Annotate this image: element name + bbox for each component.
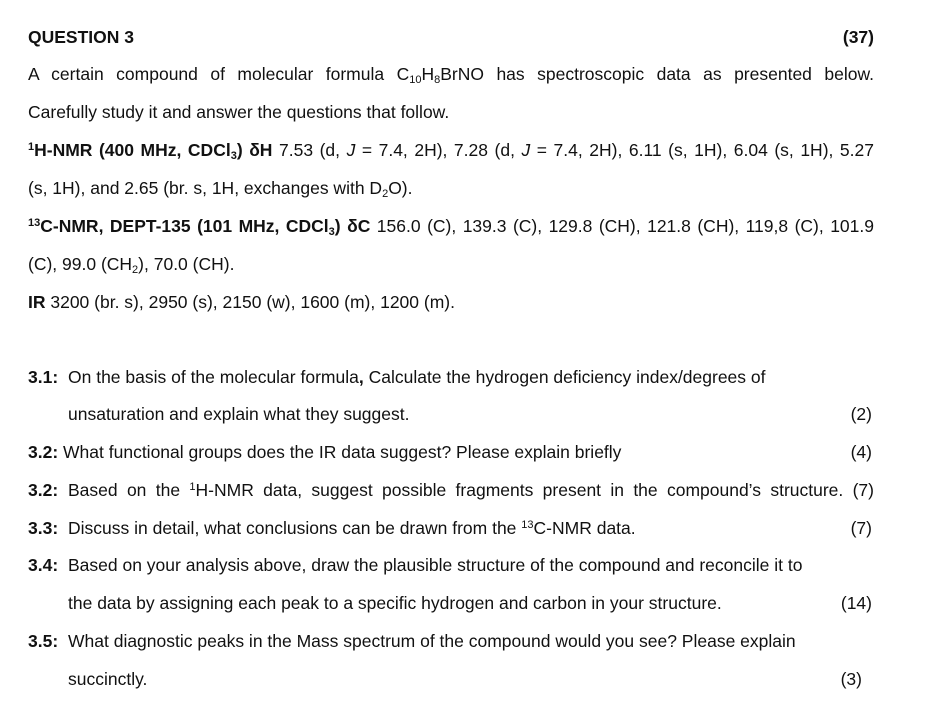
cnmr-label: $^{13}$C-NMR, DEPT-135 (101 MHz, CDCl$_3$) δC (28, 216, 371, 238)
ir-line (28, 291, 455, 313)
intro-line-2: Carefully study it and answer the questions that follow. (28, 102, 450, 122)
question-number: 3.5: (28, 631, 59, 651)
question-number: 3.3: (28, 518, 59, 538)
hnmr-line-1: $^1$H-NMR (400 MHz, CDCl$_3$) δH 7.53 (d, J = 7.4, 2H), 7.28 (d, J = 7.4, 2H), 6.11 (s, 1H), 6.04 (s, 1H), 5.27 (28, 140, 874, 162)
question-3-2-hnmr: 3.2: Based on the $^1$H-NMR data, suggest possible fragments present in the compound’s structure. (7) (28, 480, 874, 500)
question-3-2-ir-marks: (4) (850, 442, 872, 462)
question-3-1-line-1: 3.1: On the basis of the molecular formula, Calculate the hydrogen deficiency index/degrees of (28, 367, 766, 387)
question-number: 3.2: (28, 480, 59, 500)
intro-text-1: A certain compound of molecular formula C (28, 64, 410, 84)
question-3-5-marks: (3) (840, 669, 862, 689)
question-3-1-marks: (2) (850, 404, 872, 424)
question-number: 3.2: (28, 442, 59, 462)
cnmr-line-1: $^{13}$C-NMR, DEPT-135 (101 MHz, CDCl$_3$) δC 156.0 (C), 139.3 (C), 129.8 (CH), 121.8 (CH), 119,8 (C), 101.9 (28, 216, 874, 238)
intro-text-3: BrNO has spectroscopic data as presented below. (440, 64, 874, 84)
question-3-4-line-2: the data by assigning each peak to a specific hydrogen and carbon in your structure. (68, 593, 722, 613)
question-3-3-marks: (7) (850, 518, 872, 538)
question-3-5-line-2: succinctly. (68, 669, 148, 689)
intro-line-1 (28, 63, 874, 85)
intro-text-2: H (421, 64, 435, 84)
question-3-5-line-1: 3.5: What diagnostic peaks in the Mass spectrum of the compound would you see? Please explain (28, 631, 796, 651)
ir-values: 3200 (br. s), 2950 (s), 2150 (w), 1600 (m), 1200 (m). (45, 292, 455, 312)
question-3-2-hnmr-marks: (7) (852, 480, 874, 500)
question-3-4-line-1: 3.4: Based on your analysis above, draw the plausible structure of the compound and reconcile it to (28, 555, 803, 575)
ir-label: IR (28, 292, 46, 312)
hnmr-line-2: (s, 1H), and 2.65 (br. s, 1H, exchanges with $D_2O$). (28, 178, 413, 200)
formula-subscript-c: 10 (409, 74, 422, 86)
question-3-4-marks: (14) (840, 593, 872, 613)
cnmr-line-2: (C), 99.0 $(CH_2)$, 70.0 (CH). (28, 254, 235, 276)
question-3-3: 3.3: Discuss in detail, what conclusions can be drawn from the $^{13}$C-NMR data. (28, 518, 636, 538)
hnmr-label: $^1$H-NMR (400 MHz, CDCl$_3$) δH (28, 140, 273, 162)
question-3-2-ir: 3.2: What functional groups does the IR data suggest? Please explain briefly (28, 442, 622, 462)
question-total-marks: (37) (842, 27, 874, 47)
question-title: QUESTION 3 (28, 27, 134, 47)
question-number: 3.4: (28, 555, 59, 575)
formula-subscript-h: 8 (434, 74, 441, 86)
question-number: 3.1: (28, 367, 59, 387)
question-3-1-line-2: unsaturation and explain what they suggest. (68, 404, 410, 424)
